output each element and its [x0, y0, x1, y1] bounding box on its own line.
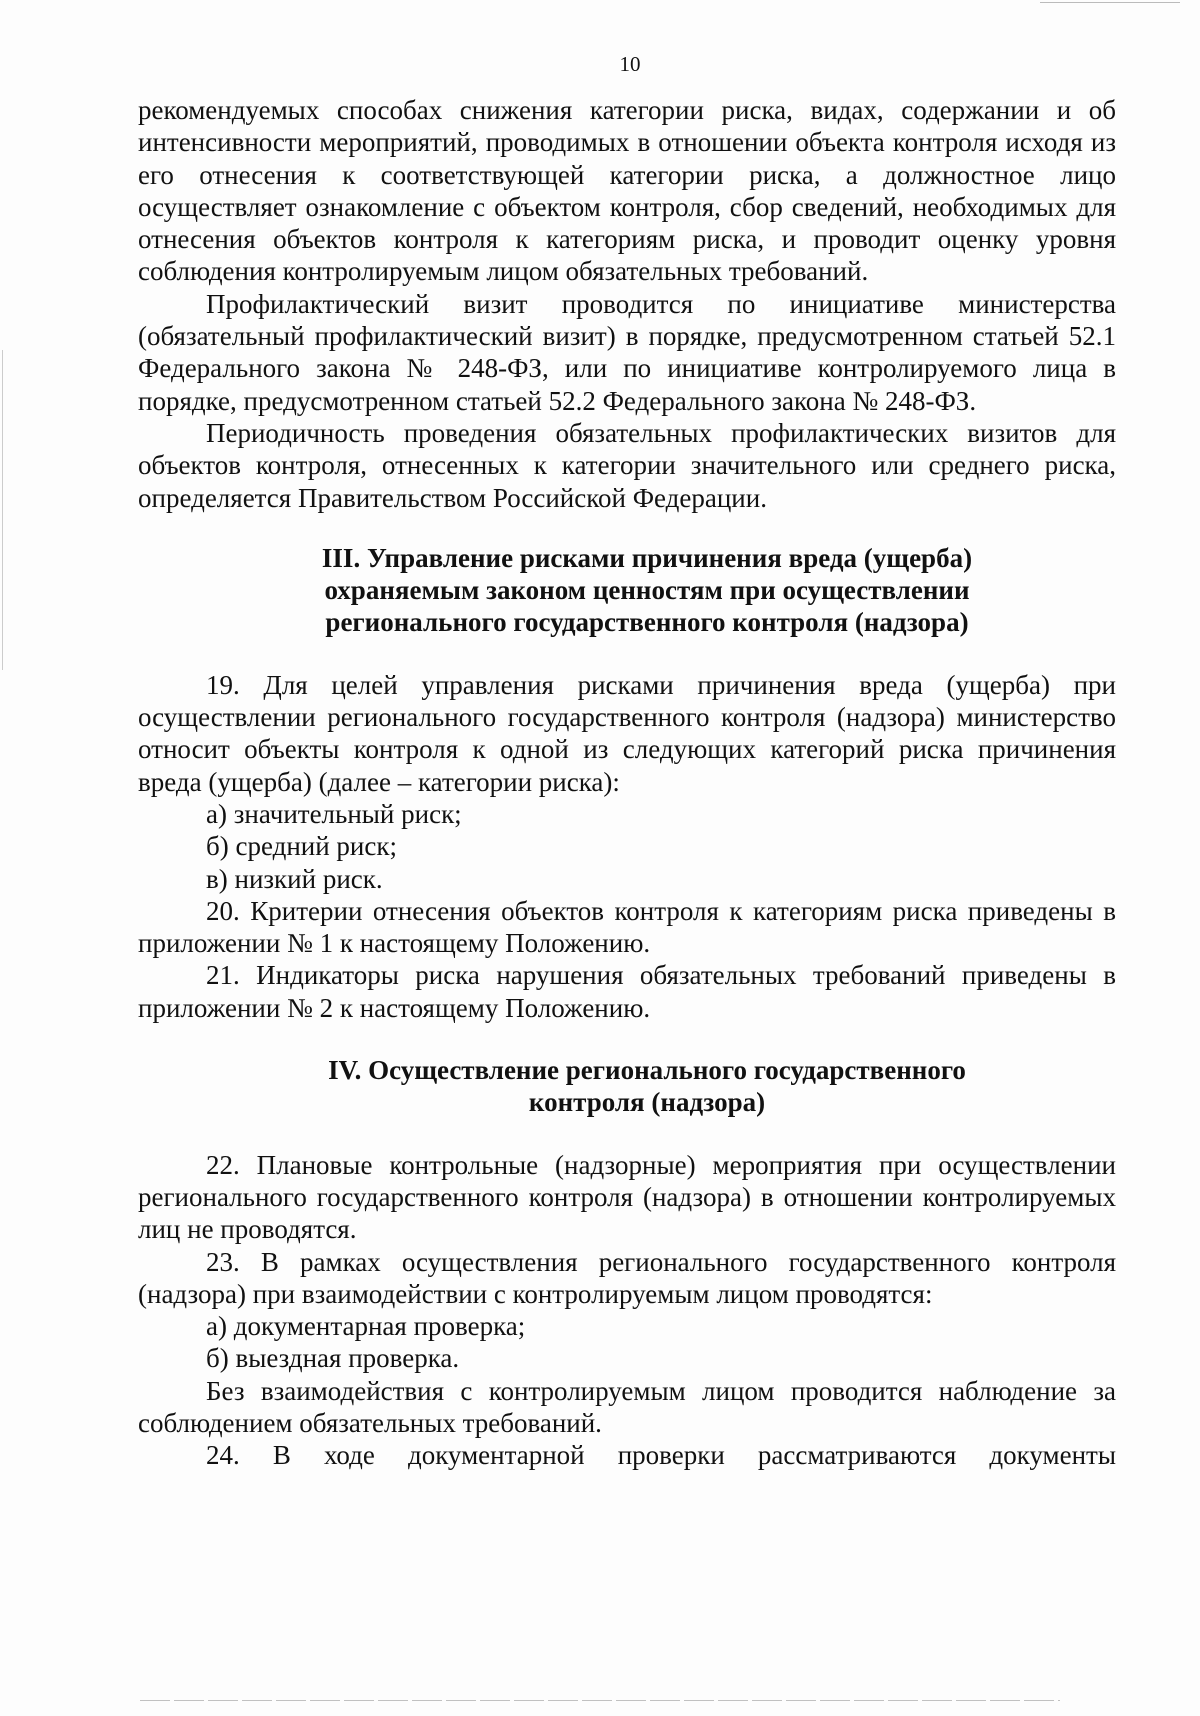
- scan-artifact: [2, 350, 3, 670]
- list-item: б) выездная проверка.: [206, 1343, 460, 1374]
- paragraph: рекомендуемых способах снижения категории риска, видах, содержании и об интенсивности мероприятий, проводимых в отношении объекта контроля исходя из его отнесения к соответствующей категории риска, а должностное лицо осуществляет ознакомление с объектом контроля, сбор сведений, необходимых для отнесения объектов контроля к категориям риска, и проводит оценку уровня соблюдения контролируемым лицом обязательных требований.: [138, 95, 1116, 287]
- heading-line: IV. Осуществление регионального государственного: [328, 1055, 966, 1086]
- paragraph: 21. Индикаторы риска нарушения обязательных требований приведены в приложении № 2 к настоящему Положению.: [138, 960, 1116, 1023]
- heading-line: охраняемым законом ценностям при осуществлении: [324, 575, 970, 606]
- paragraph: 24. В ходе документарной проверки рассматриваются документы: [206, 1440, 1116, 1471]
- page-number: 10: [619, 52, 641, 76]
- section-heading: [138, 1054, 1116, 1119]
- heading-line: контроля (надзора): [528, 1087, 766, 1118]
- list-item: б) средний риск;: [206, 831, 397, 862]
- document-body: [138, 94, 1116, 1472]
- list-item: а) документарная проверка;: [206, 1311, 526, 1342]
- paragraph: 19. Для целей управления рисками причинения вреда (ущерба) при осуществлении регионального государственного контроля (надзора) министерство относит объекты контроля к одной из следующих категорий риска причинения вреда (ущерба) (далее – категории риска):: [138, 669, 1116, 797]
- section-heading: [138, 542, 1116, 639]
- list-item: а) значительный риск;: [206, 798, 462, 829]
- paragraph: 23. В рамках осуществления регионального государственного контроля (надзора) при взаимодействии с контролируемым лицом проводятся:: [138, 1246, 1116, 1309]
- scan-artifact: [1040, 2, 1180, 3]
- paragraph: 20. Критерии отнесения объектов контроля к категориям риска приведены в приложении № 1 к настоящему Положению.: [138, 895, 1116, 959]
- paragraph: Без взаимодействия с контролируемым лицом проводится наблюдение за соблюдением обязательных требований.: [138, 1375, 1116, 1438]
- paragraph: 22. Плановые контрольные (надзорные) мероприятия при осуществлении регионального государственного контроля (надзора) в отношении контролируемых лиц не проводятся.: [138, 1149, 1116, 1245]
- scan-artifact: [140, 1700, 1060, 1701]
- paragraph: Профилактический визит проводится по инициативе министерства (обязательный профилактический визит) в порядке, предусмотренном статьей 52.1 Федерального закона № 248-ФЗ, или по инициативе контролируемого лица в порядке, предусмотренном статьей 52.2 Федерального закона № 248-ФЗ.: [138, 288, 1116, 416]
- list-item: в) низкий риск.: [206, 863, 383, 894]
- heading-line: III. Управление рисками причинения вреда (ущерба): [321, 542, 973, 573]
- paragraph: Периодичность проведения обязательных профилактических визитов для объектов контроля, отнесенных к категории значительного или среднего риска, определяется Правительством Российской Федерации.: [138, 417, 1116, 513]
- heading-line: регионального государственного контроля (надзора): [325, 607, 969, 638]
